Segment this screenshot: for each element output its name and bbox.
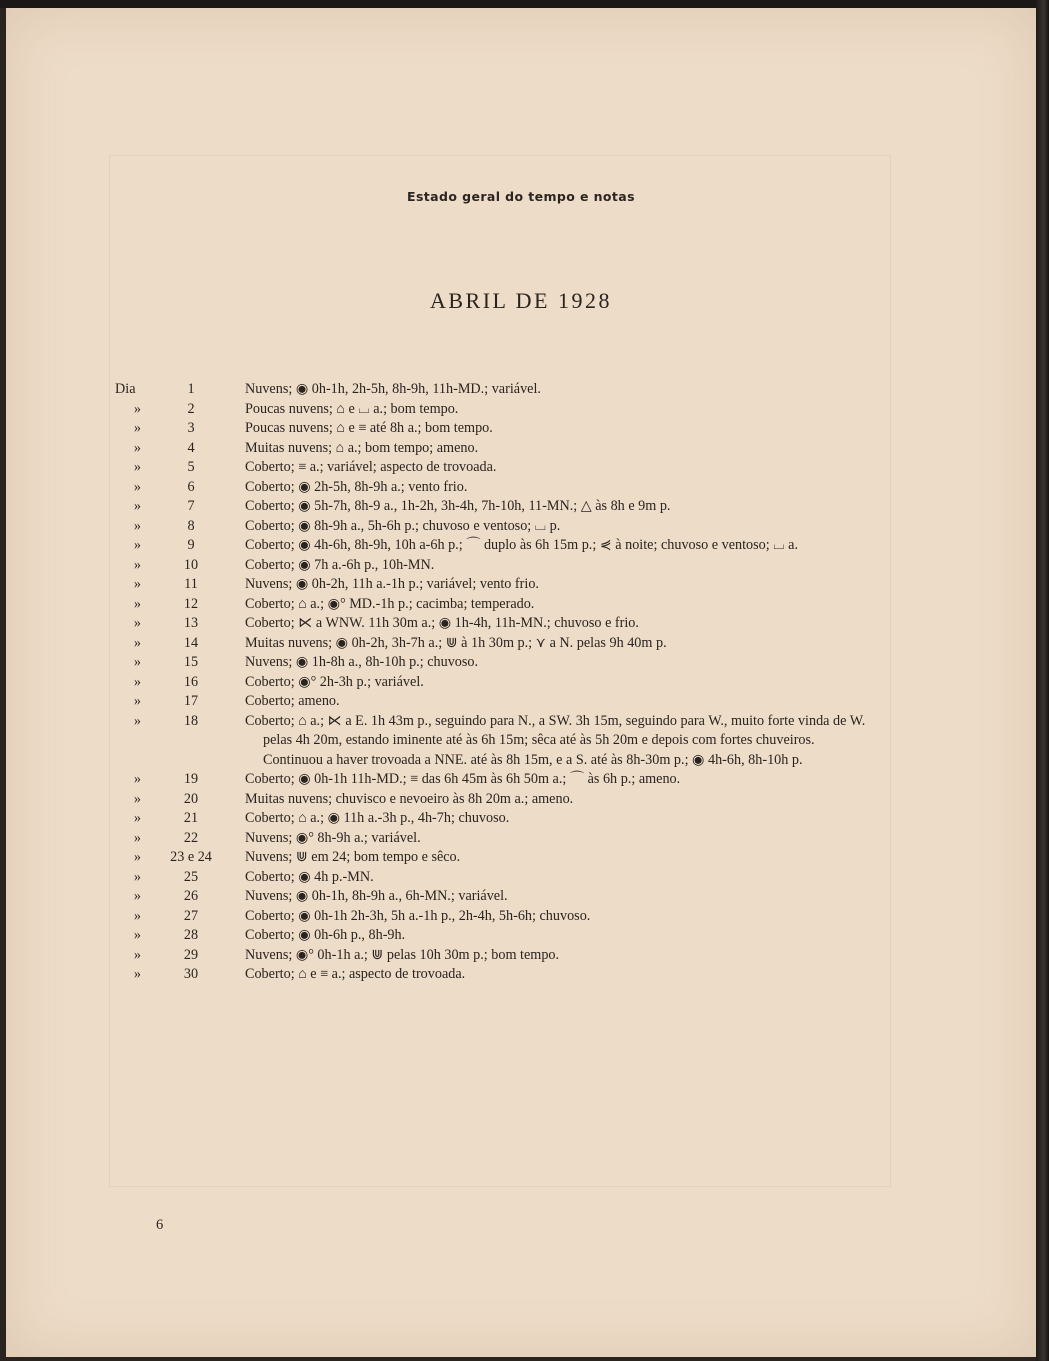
weather-note: Coberto; ⌂ a.; ◉ 11h a.-3h p., 4h-7h; chuvoso. (245, 810, 510, 826)
entry-row (6, 439, 1036, 459)
ditto-mark: » (133, 907, 141, 924)
day-number: 26 (183, 888, 199, 904)
day-number: 20 (183, 790, 199, 807)
weather-note: Coberto; ⋉ a WNW. 11h 30m a.; ◉ 1h-4h, 11h-MN.; chuvoso e frio. (245, 615, 639, 631)
ditto-mark: » (133, 498, 141, 514)
entry-row (6, 848, 1036, 868)
ditto-mark: » (133, 576, 141, 592)
day-number: 16 (183, 673, 199, 690)
weather-note: Coberto; ◉ 0h-6h p., 8h-9h. (245, 927, 406, 943)
entry-row (6, 380, 1036, 400)
top-edge (0, 0, 1049, 8)
weather-note: Coberto; ◉° 2h-3h p.; variável. (245, 673, 424, 690)
ditto-mark: » (133, 693, 141, 709)
weather-note: Coberto; ◉ 0h-1h 2h-3h, 5h a.-1h p., 2h-4h, 5h-6h; chuvoso. (245, 907, 591, 924)
entry-row (6, 497, 1036, 517)
day-number: 29 (183, 946, 199, 963)
ditto-mark: » (133, 615, 141, 631)
day-number: 21 (183, 810, 199, 826)
weather-note: Nuvens; ◉° 8h-9h a.; variável. (245, 829, 421, 846)
entry-row (6, 653, 1036, 673)
day-number: 1 (187, 381, 195, 397)
page-number: 6 (156, 1217, 164, 1233)
dia-label: Dia (115, 381, 136, 397)
weather-note: Nuvens; ◉ 0h-2h, 11h a.-1h p.; variável; vento frio. (245, 576, 539, 592)
entry-row (6, 536, 1036, 556)
ditto-mark: » (133, 966, 141, 982)
ditto-mark: » (133, 771, 141, 787)
ditto-mark: » (133, 927, 141, 943)
weather-note: Coberto; ⌂ a.; ⋉ a E. 1h 43m p., seguindo para N., a SW. 3h 15m, seguindo para W., muito forte vinda de W. pelas 4h 20m, estando iminente até às 6h 15m; sêca até às 5h 20m e depois com fortes chuveiros. Continuou a haver trovoada a NNE. até às 8h 15m, e a S. até às 8h-30m p.; ◉ 4h-6h, 8h-10h p. (245, 712, 866, 768)
ditto-mark: » (133, 537, 141, 553)
day-number: 19 (183, 771, 199, 787)
weather-note: Muitas nuvens; ◉ 0h-2h, 3h-7h a.; ⋓ à 1h 30m p.; ⋎ a N. pelas 9h 40m p. (245, 634, 667, 651)
entry-row (6, 634, 1036, 654)
ditto-mark: » (133, 517, 141, 534)
entry-row (6, 829, 1036, 849)
day-number: 25 (183, 868, 199, 885)
weather-note: Muitas nuvens; ⌂ a.; bom tempo; ameno. (245, 439, 479, 456)
day-number: 30 (183, 966, 199, 982)
entry-row (6, 790, 1036, 810)
entry-row (6, 868, 1036, 888)
ditto-mark: » (133, 654, 141, 670)
weather-note: Coberto; ◉ 7h a.-6h p., 10h-MN. (245, 556, 435, 573)
entry-row (6, 400, 1036, 420)
ditto-mark: » (133, 829, 141, 846)
entry-row (6, 946, 1036, 966)
day-number: 23 e 24 (170, 849, 212, 865)
entry-row (6, 907, 1036, 927)
day-number: 3 (187, 420, 195, 436)
day-number: 14 (183, 634, 199, 651)
day-number: 6 (187, 478, 195, 495)
day-number: 8 (187, 517, 195, 534)
ditto-mark: » (133, 790, 141, 807)
weather-note: Nuvens; ◉ 0h-1h, 8h-9h a., 6h-MN.; variável. (245, 888, 508, 904)
daily-entries (6, 380, 1036, 985)
entry-row (6, 419, 1036, 439)
ditto-mark: » (133, 946, 141, 963)
weather-note: Coberto; ◉ 0h-1h 11h-MD.; ≡ das 6h 45m às 6h 50m a.; ⌒ às 6h p.; ameno. (245, 771, 681, 787)
ditto-mark: » (133, 439, 141, 456)
day-number: 5 (187, 459, 195, 475)
weather-note: Coberto; ≡ a.; variável; aspecto de trovoada. (245, 459, 497, 475)
page-header: Estado geral do tempo e notas (407, 189, 635, 204)
ditto-mark: » (133, 712, 141, 729)
page-title: ABRIL DE 1928 (429, 288, 612, 313)
day-number: 7 (187, 498, 195, 514)
book-binding (1036, 0, 1049, 1361)
entry-row (6, 887, 1036, 907)
day-number: 12 (183, 595, 199, 612)
day-number: 9 (187, 537, 195, 553)
ditto-mark: » (133, 478, 141, 495)
day-number: 17 (183, 693, 199, 709)
weather-note: Nuvens; ⋓ em 24; bom tempo e sêco. (245, 849, 461, 865)
ditto-mark: » (133, 459, 141, 475)
entry-row (6, 712, 1036, 771)
day-number: 28 (183, 927, 199, 943)
weather-note: Coberto; ◉ 5h-7h, 8h-9 a., 1h-2h, 3h-4h, 7h-10h, 11-MN.; △ às 8h e 9m p. (245, 498, 671, 514)
ditto-mark: » (133, 595, 141, 612)
weather-note: Coberto; ⌂ e ≡ a.; aspecto de trovoada. (245, 966, 466, 982)
weather-note: Nuvens; ◉ 0h-1h, 2h-5h, 8h-9h, 11h-MD.; variável. (245, 381, 541, 397)
weather-note: Coberto; ⌂ a.; ◉° MD.-1h p.; cacimba; temperado. (245, 595, 535, 612)
weather-note: Coberto; ◉ 4h-6h, 8h-9h, 10h a-6h p.; ⌒ duplo às 6h 15m p.; ⋞ à noite; chuvoso e ventoso; ⌴ a. (245, 537, 798, 553)
ditto-mark: » (133, 888, 141, 904)
entry-row (6, 673, 1036, 693)
day-number: 10 (183, 556, 199, 573)
day-number: 15 (183, 654, 199, 670)
entry-row (6, 478, 1036, 498)
day-number: 4 (187, 439, 195, 456)
ditto-mark: » (133, 673, 141, 690)
day-number: 2 (187, 400, 195, 417)
weather-note: Coberto; ◉ 2h-5h, 8h-9h a.; vento frio. (245, 478, 468, 495)
weather-note: Muitas nuvens; chuvisco e nevoeiro às 8h 20m a.; ameno. (245, 790, 574, 807)
entry-row (6, 517, 1036, 537)
weather-note: Nuvens; ◉° 0h-1h a.; ⋓ pelas 10h 30m p.; bom tempo. (245, 946, 560, 963)
weather-note: Coberto; ameno. (245, 693, 340, 709)
ditto-mark: » (133, 849, 141, 865)
day-number: 13 (183, 615, 199, 631)
weather-note: Poucas nuvens; ⌂ e ⌴ a.; bom tempo. (245, 400, 459, 417)
weather-note: Coberto; ◉ 8h-9h a., 5h-6h p.; chuvoso e ventoso; ⌴ p. (245, 517, 561, 534)
weather-note: Poucas nuvens; ⌂ e ≡ até 8h a.; bom tempo. (245, 420, 493, 436)
entry-row (6, 575, 1036, 595)
weather-note: Nuvens; ◉ 1h-8h a., 8h-10h p.; chuvoso. (245, 654, 479, 670)
entry-row (6, 614, 1036, 634)
entry-row (6, 692, 1036, 712)
entry-row (6, 965, 1036, 985)
day-number: 11 (184, 576, 198, 592)
day-number: 22 (183, 829, 199, 846)
entry-row (6, 595, 1036, 615)
document-page (6, 8, 1036, 1357)
day-number: 27 (183, 907, 199, 924)
ditto-mark: » (133, 810, 141, 826)
ditto-mark: » (133, 556, 141, 573)
entry-row (6, 809, 1036, 829)
ditto-mark: » (133, 400, 141, 417)
entry-row (6, 556, 1036, 576)
weather-note: Coberto; ◉ 4h p.-MN. (245, 868, 374, 885)
ditto-mark: » (133, 420, 141, 436)
ditto-mark: » (133, 634, 141, 651)
entry-row (6, 926, 1036, 946)
ditto-mark: » (133, 868, 141, 885)
day-number: 18 (183, 712, 199, 729)
entry-row (6, 770, 1036, 790)
entry-row (6, 458, 1036, 478)
